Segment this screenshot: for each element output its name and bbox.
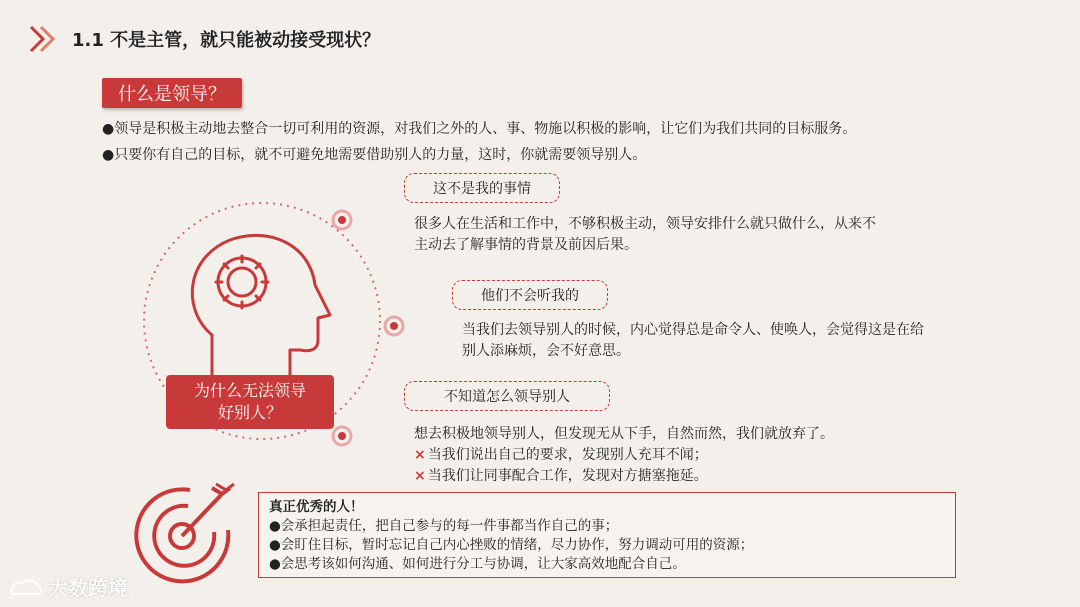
target-dot-icon [333,211,351,229]
reason-text-line: 想去积极地领导别人，但发现无从下手，自然而然，我们就放弃了。 [414,426,834,442]
reason-text-3 [414,424,834,487]
why-label-line1: 为什么无法领导 [193,381,306,400]
target-icon [130,478,240,588]
target-dot-icon [385,317,403,335]
summary-item: ●会盯住目标，暂时忘记自己内心挫败的情绪，尽力协作，努力调动可用的资源； [269,537,754,553]
reason-text-2 [462,320,924,362]
close-icon: × [414,447,426,463]
bullet-definition: ●领导是积极主动地去整合一切可利用的资源，对我们之外的人、事、物施以积极的影响，让它们为我们共同的目标服务。 [102,121,857,137]
summary-item: ●会承担起责任，把自己参与的每一件事都当作自己的事； [269,518,619,534]
x-item: × 当我们让同事配合工作，发现对方搪塞拖延。 [414,468,708,484]
reason-text-1 [414,214,876,256]
why-label-box [166,375,334,429]
close-icon: × [414,468,426,484]
head-gear-icon [192,235,330,375]
bullet-need: ●只要你有自己的目标，就不可避免地需要借助别人的力量，这时，你就需要领导别人。 [102,147,647,163]
target-dot-icon [333,427,351,445]
summary-box [258,492,956,578]
reason-text-line: 主动去了解事情的背景及前因后果。 [414,237,638,253]
reason-label-1: 这不是我的事情 [404,173,560,203]
chevron-right-icon [28,24,64,54]
reason-label-3: 不知道怎么领导别人 [404,381,610,411]
watermark-text: 大数跨境 [48,576,128,600]
summary-item: ●会思考该如何沟通、如何进行分工与协调，让大家高效地配合自己。 [269,556,686,572]
x-item: × 当我们说出自己的要求，发现别人充耳不闻； [414,447,708,463]
watermark-logo-icon [8,576,44,598]
reason-text-line: 很多人在生活和工作中，不够积极主动，领导安排什么就只做什么，从来不 [414,216,876,232]
watermark [8,572,128,601]
why-label-line2: 好别人？ [217,403,282,422]
section-tag: 什么是领导？ [102,78,242,108]
summary-heading: 真正优秀的人！ [269,499,364,515]
page-title: 1.1 不是主管，就只能被动接受现状？ [72,30,381,51]
reason-label-2: 他们不会听我的 [452,280,608,310]
reason-text-line: 当我们去领导别人的时候，内心觉得总是命令人、使唤人，会觉得这是在给 [462,322,924,338]
reason-text-line: 别人添麻烦，会不好意思。 [462,343,630,359]
